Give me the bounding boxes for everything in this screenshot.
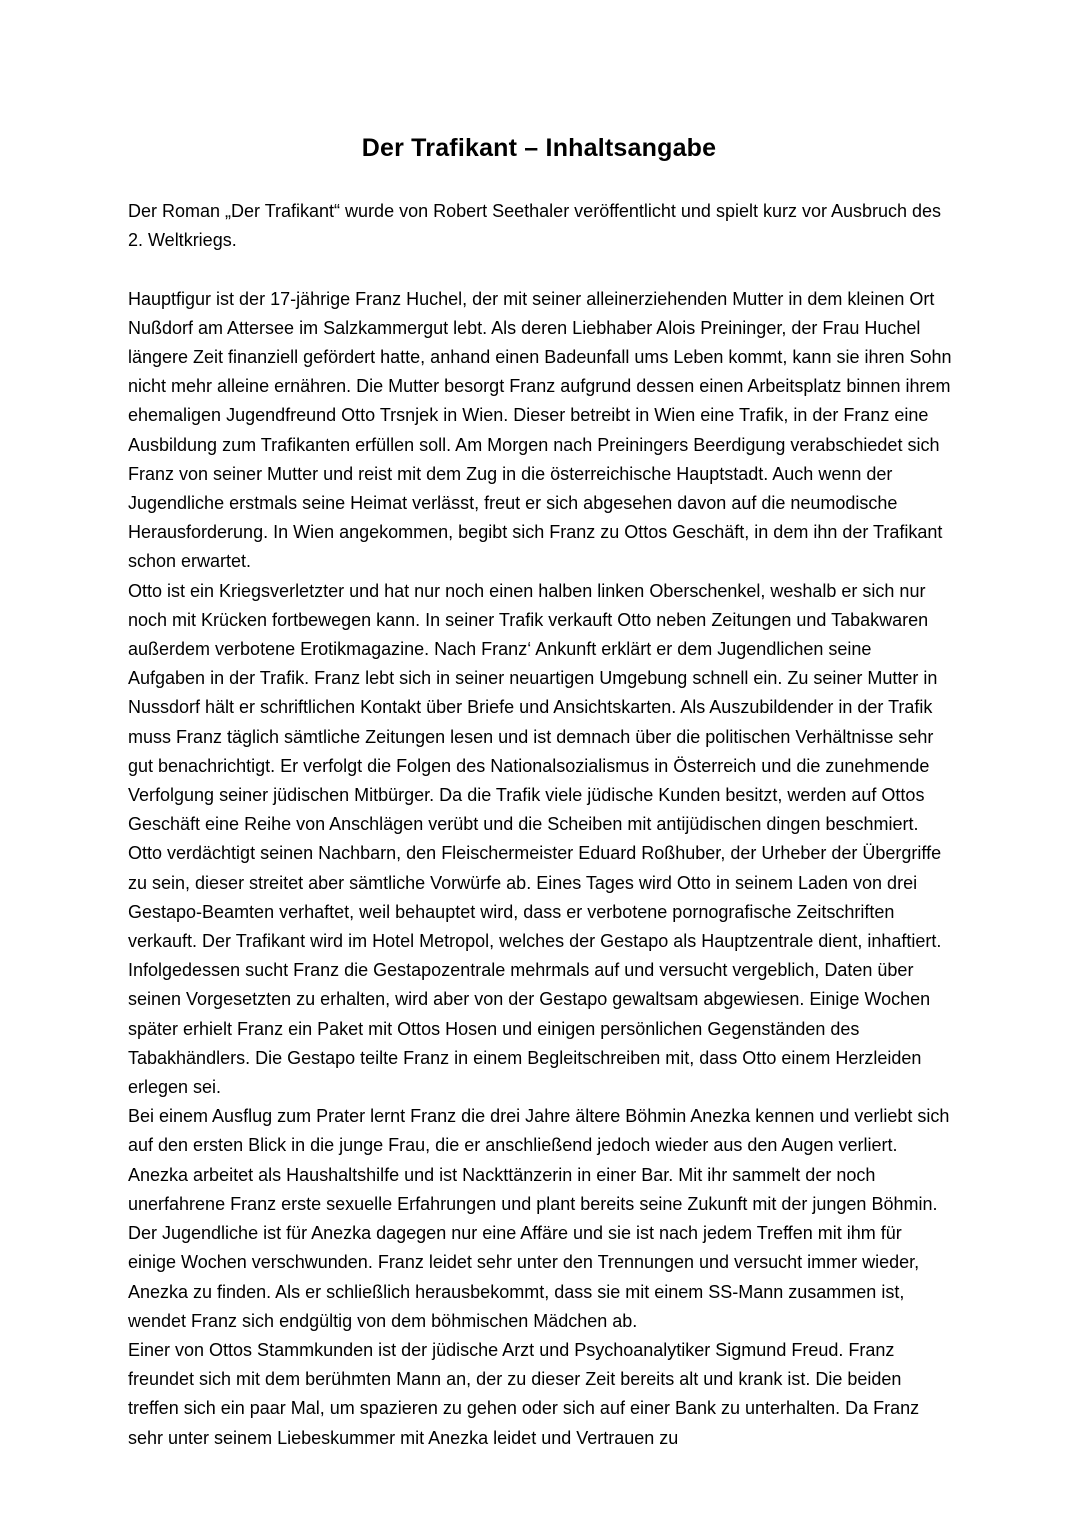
document-body	[128, 197, 952, 1453]
body-paragraph-3: Bei einem Ausflug zum Prater lernt Franz die drei Jahre ältere Böhmin Anezka kennen und verliebt sich auf den ersten Blick in die junge Frau, die er anschließend jedoch wieder aus den Augen verliert. Anezka arbeitet als Haushaltshilfe und ist Nackttänzerin in einer Bar. Mit ihr sammelt der noch unerfahrene Franz erste sexuelle Erfahrungen und plant bereits seine Zukunft mit der jungen Böhmin. Der Jugendliche ist für Anezka dagegen nur eine Affäre und sie ist nach jedem Treffen mit ihm für einige Wochen verschwunden. Franz leidet sehr unter den Trennungen und versucht immer wieder, Anezka zu finden. Als er schließlich herausbekommt, dass sie mit einem SS-Mann zusammen ist, wendet Franz sich endgültig von dem böhmischen Mädchen ab.	[128, 1106, 950, 1331]
document-title: Der Trafikant – Inhaltsangabe	[361, 134, 717, 162]
intro-paragraph: Der Roman „Der Trafikant“ wurde von Robert Seethaler veröffentlicht und spielt kurz vor Ausbruch des 2. Weltkriegs.	[128, 201, 942, 251]
body-paragraph-1: Hauptfigur ist der 17-jährige Franz Huchel, der mit seiner alleinerziehenden Mutter in dem kleinen Ort Nußdorf am Attersee im Salzkammergut lebt. Als deren Liebhaber Alois Preininger, der Frau Huchel längere Zeit finanziell gefördert hatte, anhand einen Badeunfall ums Leben kommt, kann sie ihren Sohn nicht mehr alleine ernähren. Die Mutter besorgt Franz aufgrund dessen einen Arbeitsplatz binnen ihrem ehemaligen Jugendfreund Otto Trsnjek in Wien. Dieser betreibt in Wien eine Trafik, in der Franz eine Ausbildung zum Trafikanten erfüllen soll. Am Morgen nach Preiningers Beerdigung verabschiedet sich Franz von seiner Mutter und reist mit dem Zug in die österreichische Hauptstadt. Auch wenn der Jugendliche erstmals seine Heimat verlässt, freut er sich abgesehen davon auf die neumodische Herausforderung. In Wien angekommen, begibt sich Franz zu Ottos Geschäft, in dem ihn der Trafikant schon erwartet.	[128, 288, 952, 572]
body-paragraph-2: Otto ist ein Kriegsverletzter und hat nur noch einen halben linken Oberschenkel, weshalb er sich nur noch mit Krücken fortbewegen kann. In seiner Trafik verkauft Otto neben Zeitungen und Tabakwaren außerdem verbotene Erotikmagazine. Nach Franz‘ Ankunft erklärt er dem Jugendlichen seine Aufgaben in der Trafik. Franz lebt sich in seiner neuartigen Umgebung schnell ein. Zu seiner Mutter in Nussdorf hält er schriftlichen Kontakt über Briefe und Ansichtskarten. Als Auszubildender in der Trafik muss Franz täglich sämtliche Zeitungen lesen und ist demnach über die politischen Verhältnisse sehr gut benachrichtigt. Er verfolgt die Folgen des Nationalsozialismus in Österreich und die zunehmende Verfolgung seiner jüdischen Mitbürger. Da die Trafik viele jüdische Kunden besitzt, werden auf Ottos Geschäft eine Reihe von Anschlägen verübt und die Scheiben mit antijüdischen dingen beschmiert. Otto verdächtigt seinen Nachbarn, den Fleischermeister Eduard Roßhuber, der Urheber der Übergriffe zu sein, dieser streitet aber sämtliche Vorwürfe ab. Eines Tages wird Otto in seinem Laden von drei Gestapo-Beamten verhaftet, weil behauptet wird, dass er verbotene pornografische Zeitschriften verkauft. Der Trafikant wird im Hotel Metropol, welches der Gestapo als Hauptzentrale dient, inhaftiert. Infolgedessen sucht Franz die Gestapozentrale mehrmals auf und versucht vergeblich, Daten über seinen Vorgesetzten zu erhalten, wird aber von der Gestapo gewaltsam abgewiesen. Einige Wochen später erhielt Franz ein Paket mit Ottos Hosen und einigen persönlichen Gegenständen des Tabakhändlers. Die Gestapo teilte Franz in einem Begleitschreiben mit, dass Otto einem Herzleiden erlegen sei.	[128, 580, 942, 1098]
body-paragraph-4: Einer von Ottos Stammkunden ist der jüdische Arzt und Psychoanalytiker Sigmund Freud. Franz freundet sich mit dem berühmten Mann an, der zu dieser Zeit bereits alt und krank ist. Die beiden treffen sich ein paar Mal, um spazieren zu gehen oder sich auf einer Bank zu unterhalten. Da Franz sehr unter seinem Liebeskummer mit Anezka leidet und Vertrauen zu	[128, 1339, 920, 1448]
